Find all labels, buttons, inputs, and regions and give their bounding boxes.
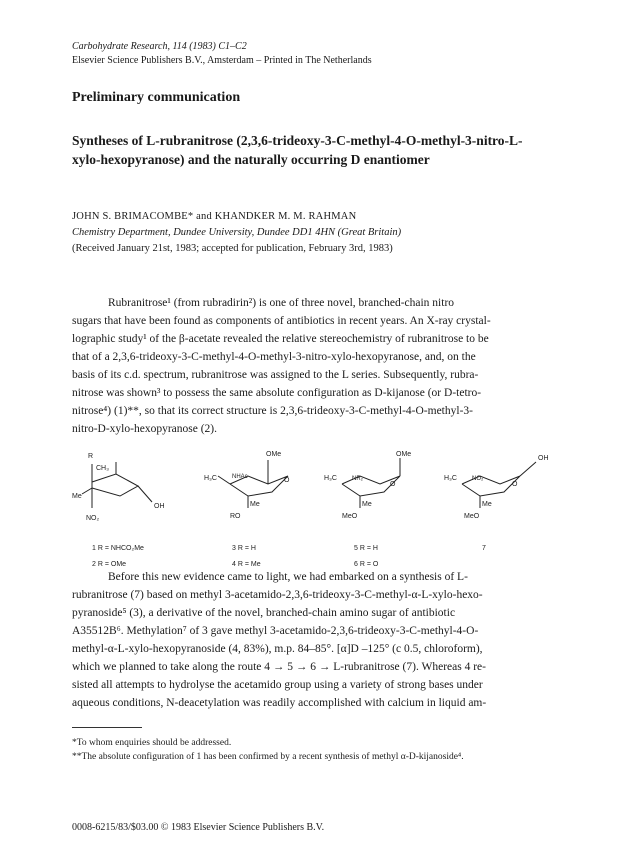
p1-line: lographic study¹ of the β-acetate revealed the relative stereochemistry of rubranitrose to be	[72, 333, 489, 345]
p1-line: nitrose⁴) (1)**, so that its correct structure is 2,3,6-trideoxy-3-C-methyl-4-O-methyl-3-	[72, 405, 473, 417]
s5-nr2-label: NR₂	[352, 476, 363, 482]
title-line-1: Syntheses of L-rubranitrose (2,3,6-trideoxy-3-C-methyl-4-O-methyl-3-nitro-L-	[72, 133, 523, 148]
s1-me-label: Me	[72, 493, 82, 500]
p1-line: nitrose was shown³ to possess the same absolute configuration as D-kijanose (or D-tetro-	[72, 387, 482, 399]
s5-meo-label: MeO	[342, 513, 358, 520]
p1-line: Rubranitrose¹ (from rubradirin²) is one of three novel, branched-chain nitro	[108, 297, 455, 309]
received-dates: (Received January 21st, 1983; accepted for publication, February 3rd, 1983)	[72, 243, 393, 254]
journal-header	[72, 40, 372, 68]
s3-ome-label: OMe	[266, 451, 282, 458]
page-footer: 0008-6215/83/$03.00 © 1983 Elsevier Science Publishers B.V.	[72, 822, 325, 833]
section-heading: Preliminary communication	[72, 90, 241, 105]
s5-ome-label: OMe	[396, 451, 412, 458]
author-affiliation: Chemistry Department, Dundee University, Dundee DD1 4HN (Great Britain)	[72, 227, 402, 238]
s7-meo-label: MeO	[464, 513, 480, 520]
s3-nhac-label: NHAc	[232, 474, 248, 480]
compound-1-label: 1 R = NHCO₂Me	[92, 545, 144, 552]
s7-h3c-label: H₃C	[444, 475, 457, 482]
compound-6-label: 6 R = O	[354, 561, 379, 568]
s7-o-label: O	[512, 481, 518, 488]
s5-o-label: O	[390, 481, 396, 488]
footnote-1: *To whom enquiries should be addressed.	[72, 738, 232, 748]
p2-line: aqueous conditions, N-deacetylation was readily accomplished with calcium in liquid am-	[72, 697, 487, 709]
s7-me-label: Me	[482, 501, 492, 508]
footnote-2: **The absolute configuration of 1 has been confirmed by a recent synthesis of methyl α-D-kijanoside⁴.	[72, 752, 464, 762]
s1-no2-label: NO₂	[86, 515, 100, 522]
structure-7-bonds	[462, 462, 536, 508]
p2-line: which we planned to take along the route 4 → 5 → 6 → L-rubranitrose (7). Whereas 4 re-	[72, 661, 486, 673]
publisher-line: Elsevier Science Publishers B.V., Amsterdam – Printed in The Netherlands	[72, 55, 372, 66]
s3-ro-label: RO	[230, 513, 241, 520]
paragraph-1	[72, 294, 552, 438]
journal-citation: Carbohydrate Research, 114 (1983) C1–C2	[72, 41, 247, 52]
p2-line: methyl-α-L-xylo-hexopyranoside (4, 83%), m.p. 84–85°. [α]D –125° (c 0.5, chloroform),	[72, 643, 483, 655]
compound-7-label: 7	[482, 545, 486, 552]
footnote-rule	[72, 727, 142, 728]
author-names: JOHN S. BRIMACOMBE* and KHANDKER M. M. RAHMAN	[72, 211, 357, 222]
compound-5-label: 5 R = H	[354, 545, 378, 552]
p1-line: nitro-D-xylo-hexopyranose (2).	[72, 423, 217, 435]
paragraph-2	[72, 568, 552, 712]
p2-line: rubranitrose (7) based on methyl 3-acetamido-2,3,6-trideoxy-3-C-methyl-α-L-xylo-hexo-	[72, 589, 483, 601]
s1-ch3-label: CH₃	[96, 465, 109, 472]
s1-oh-label: OH	[154, 503, 165, 510]
s5-me-label: Me	[362, 501, 372, 508]
p2-line: pyranoside⁵ (3), a derivative of the novel, branched-chain amino sugar of antibiotic	[72, 607, 456, 619]
s5-h3c-label: H₃C	[324, 475, 337, 482]
s3-me-label: Me	[250, 501, 260, 508]
s7-no2-label: NO₂	[472, 476, 484, 482]
compound-3-label: 3 R = H	[232, 545, 256, 552]
p1-line: sugars that have been found as components of antibiotics in recent years. An X-ray crystal-	[72, 315, 491, 327]
p2-line: Before this new evidence came to light, we had embarked on a synthesis of L-	[108, 571, 468, 583]
compound-4-label: 4 R = Me	[232, 561, 261, 568]
author-block	[72, 209, 401, 257]
chemical-structures-figure	[72, 446, 562, 576]
article-title	[72, 131, 572, 169]
p2-line: sisted all attempts to hydrolyse the acetamido group using a variety of strong bases under	[72, 679, 483, 691]
s3-h3c-label: H₃C	[204, 475, 217, 482]
compound-2-label: 2 R = OMe	[92, 561, 127, 568]
structure-1-bonds	[82, 462, 152, 508]
s7-oh-label: OH	[538, 455, 549, 462]
p1-line: that of a 2,3,6-trideoxy-3-C-methyl-4-O-methyl-3-nitro-xylo-hexopyranose, and, on the	[72, 351, 476, 363]
s1-r-label: R	[88, 453, 94, 460]
footnotes	[72, 736, 562, 764]
s3-o-label: O	[284, 477, 290, 484]
p2-line: A35512B⁶. Methylation⁷ of 3 gave methyl 3-acetamido-2,3,6-trideoxy-3-C-methyl-4-O-	[72, 625, 479, 637]
p1-line: basis of its c.d. spectrum, rubranitrose was assigned to the L series. Subsequently, rubra-	[72, 369, 479, 381]
title-line-2: xylo-hexopyranose) and the naturally occurring D enantiomer	[72, 152, 430, 167]
